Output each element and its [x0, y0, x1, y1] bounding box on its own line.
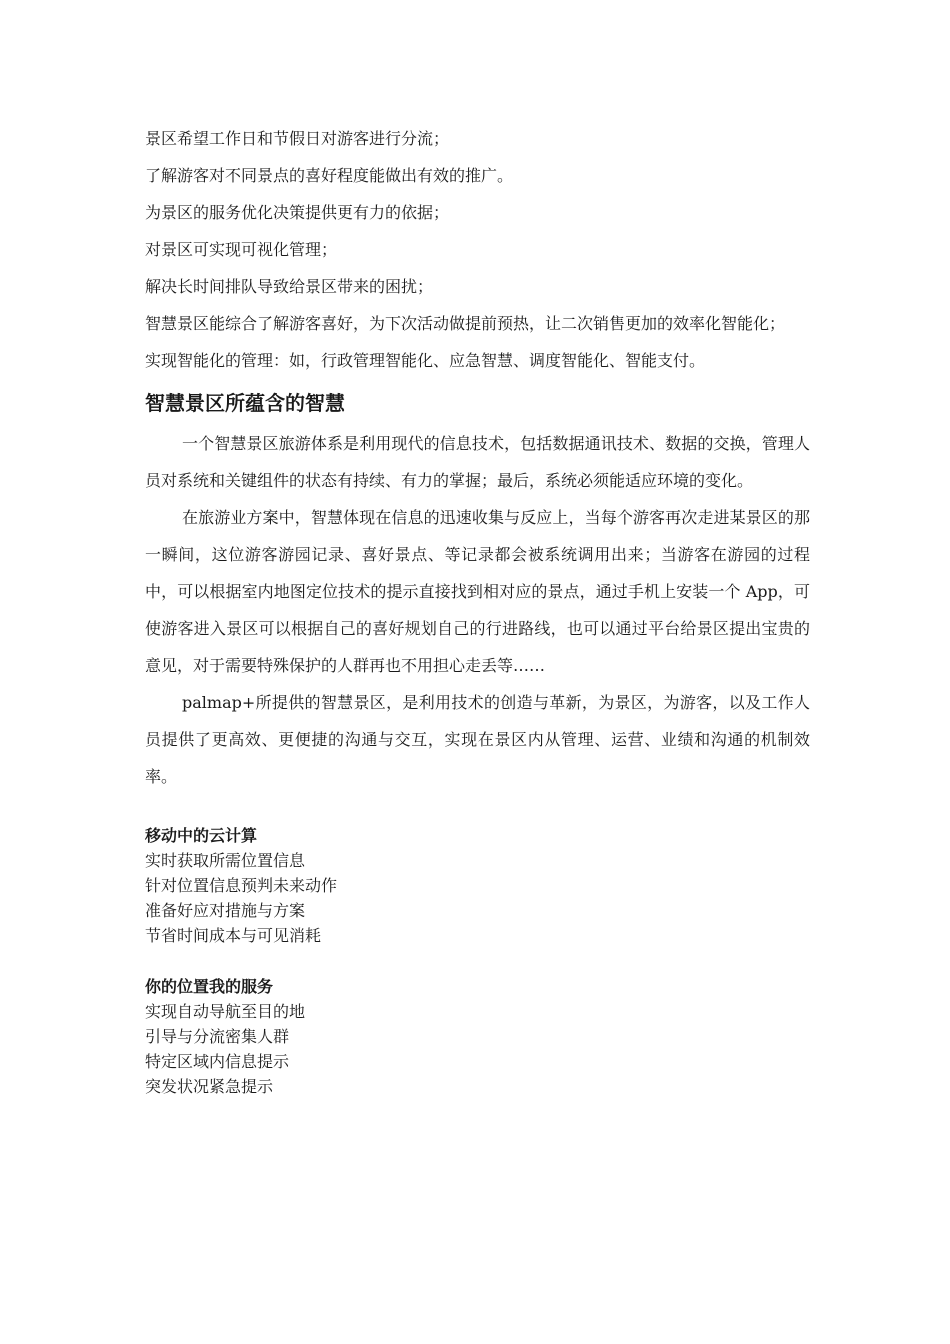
intro-line: 为景区的服务优化决策提供更有力的依据； — [145, 203, 450, 222]
feature-item: 特定区域内信息提示 — [145, 1052, 290, 1071]
intro-line: 景区希望工作日和节假日对游客进行分流； — [145, 129, 450, 148]
body-paragraph: 在旅游业方案中，智慧体现在信息的迅速收集与反应上，当每个游客再次走进某景区的那一瞬间，这位游客游园记录、喜好景点、等记录都会被系统调用出来；当游客在游园的过程中，可以根据室内地图定位技术的提示直接找到相对应的景点，通过手机上安装一个 App，可使游客进入景区可以根据自己的喜好规划自己的行进路线，也可以通过平台给景区提出宝贵的意见，对于需要特殊保护的人群再也不用担心走丢等…… — [145, 508, 810, 675]
intro-line: 了解游客对不同景点的喜好程度能做出有效的推广。 — [145, 166, 514, 185]
feature-item: 实时获取所需位置信息 — [145, 851, 306, 870]
body-paragraph: palmap+所提供的智慧景区，是利用技术的创造与革新，为景区，为游客，以及工作人员提供了更高效、更便捷的沟通与交互，实现在景区内从管理、运营、业绩和沟通的机制效率。 — [145, 693, 810, 786]
feature-section-title: 你的位置我的服务 — [145, 977, 274, 996]
intro-wrap-line: 智慧景区能综合了解游客喜好，为下次活动做提前预热，让二次销售更加的效率化智能化； — [145, 314, 786, 333]
intro-line: 解决长时间排队导致给景区带来的困扰； — [145, 277, 434, 296]
feature-item: 针对位置信息预判未来动作 — [145, 876, 338, 895]
intro-line: 对景区可实现可视化管理； — [145, 240, 338, 259]
feature-item: 引导与分流密集人群 — [145, 1027, 290, 1046]
body-paragraph: 一个智慧景区旅游体系是利用现代的信息技术，包括数据通讯技术、数据的交换，管理人员对系统和关键组件的状态有持续、有力的掌握；最后，系统必须能适应环境的变化。 — [145, 434, 810, 490]
feature-section — [145, 974, 810, 1099]
section-heading: 智慧景区所蕴含的智慧 — [145, 391, 345, 415]
feature-section-title: 移动中的云计算 — [145, 826, 258, 845]
feature-item: 实现自动导航至目的地 — [145, 1002, 306, 1021]
feature-section — [145, 823, 810, 948]
intro-last-line: 实现智能化的管理：如，行政管理智能化、应急智慧、调度智能化、智能支付。 — [145, 351, 706, 370]
document-body — [145, 120, 810, 1099]
feature-item: 突发状况紧急提示 — [145, 1077, 274, 1096]
feature-item: 准备好应对措施与方案 — [145, 901, 306, 920]
feature-item: 节省时间成本与可见消耗 — [145, 926, 322, 945]
